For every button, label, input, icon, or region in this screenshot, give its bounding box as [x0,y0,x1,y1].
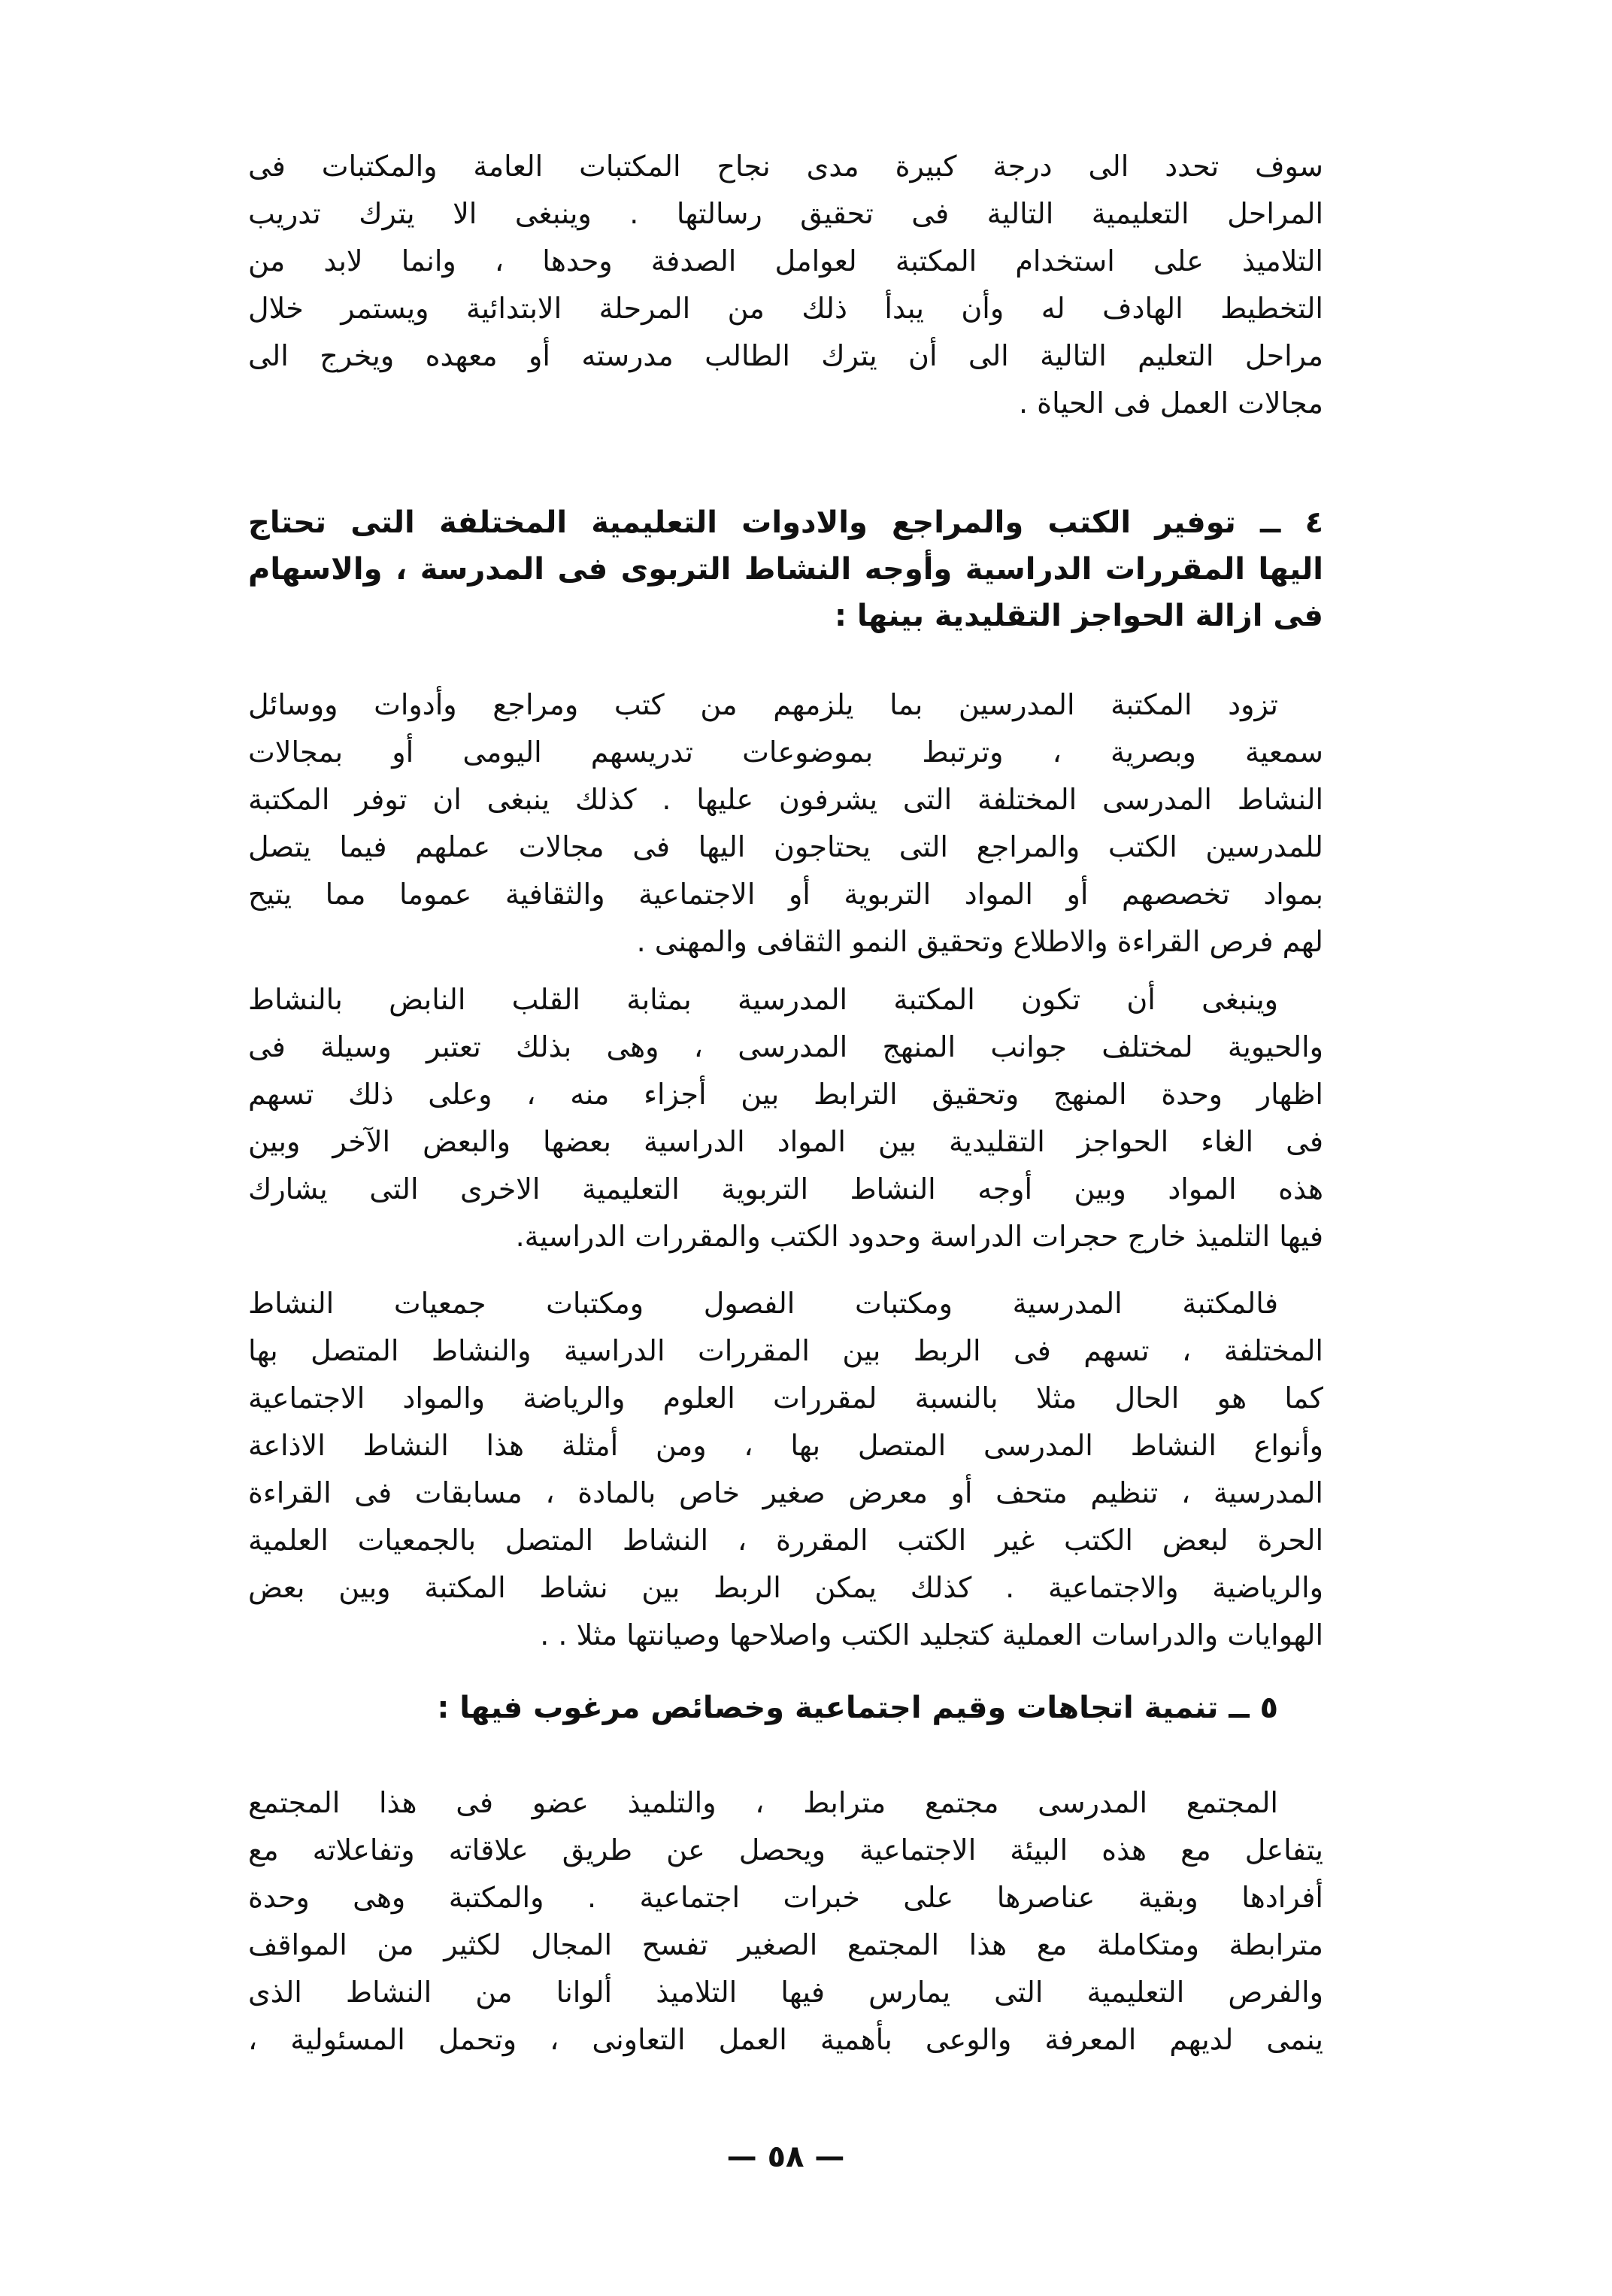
heading-line: اليها المقررات الدراسية وأوجه النشاط التربوى فى المدرسة ، والاسهام [248,552,1323,587]
section-heading-5 [248,1685,1323,1731]
paragraph-3 [248,976,1323,1260]
paragraph-1 [248,143,1323,427]
text-line: أفرادها وبقية عناصرها على خبرات اجتماعية . والمكتبة وهى وحدة [248,1881,1323,1914]
text-line: مراحل التعليم التالية الى أن يترك الطالب مدرسته أو معهده ويخرج الى [248,339,1323,372]
paragraph-4 [248,1280,1323,1659]
text-line: والرياضية والاجتماعية . كذلك يمكن الربط بين نشاط المكتبة وبين بعض [248,1571,1323,1604]
text-line: مجالات العمل فى الحياة . [1019,387,1323,420]
text-line: الحرة لبعض الكتب غير الكتب المقررة ، النشاط المتصل بالجمعيات العلمية [248,1524,1323,1557]
text-line: وأنواع النشاط المدرسى المتصل بها ، ومن أمثلة هذا النشاط الاذاعة [248,1429,1323,1462]
text-line: فيها التلميذ خارج حجرات الدراسة وحدود الكتب والمقررات الدراسية. [515,1220,1323,1253]
text-line: المراحل التعليمية التالية فى تحقيق رسالتها . وينبغى الا يترك تدريب [248,197,1323,230]
text-line: مترابطة ومتكاملة مع هذا المجتمع الصغير تفسح المجال لكثير من المواقف [248,1928,1323,1961]
text-line: المدرسية ، تنظيم متحف أو معرض صغير خاص بالمادة ، مسابقات فى القراءة [248,1476,1323,1509]
text-line: والحيوية لمختلف جوانب المنهج المدرسى ، وهى بذلك تعتبر وسيلة فى [248,1030,1323,1063]
section-heading-4 [248,499,1323,639]
text-line: للمدرسين الكتب والمراجع التى يحتاجون اليها فى مجالات عملهم فيما يتصل [248,830,1323,863]
text-line: المجتمع المدرسى مجتمع مترابط ، والتلميذ عضو فى هذا المجتمع [248,1786,1278,1819]
page-number: — ٥٨ — [726,2140,845,2174]
text-line: بمواد تخصصهم أو المواد التربوية أو الاجتماعية والثقافية عموما مما يتيح [248,878,1323,911]
paragraph-2 [248,681,1323,966]
text-line: يتفاعل مع هذه البيئة الاجتماعية ويحصل عن طريق علاقاته وتفاعلاته مع [248,1833,1323,1867]
text-line: الهوايات والدراسات العملية كتجليد الكتب واصلاحها وصيانتها مثلا . . [540,1618,1323,1651]
text-line: التلاميذ على استخدام المكتبة لعوامل الصدفة وحدها ، وانما لابد من [248,244,1323,278]
text-line: فى الغاء الحواجز التقليدية بين المواد الدراسية بعضها والبعض الآخر وبين [248,1125,1323,1158]
text-line: المختلفة ، تسهم فى الربط بين المقررات الدراسية والنشاط المتصل بها [248,1334,1323,1367]
text-line: تزود المكتبة المدرسين بما يلزمهم من كتب ومراجع وأدوات ووسائل [248,688,1278,721]
document-page [248,143,1323,2249]
heading-line: فى ازالة الحواجز التقليدية بينها : [834,599,1323,633]
text-line: هذه المواد وبين أوجه النشاط التربوية التعليمية الاخرى التى يشارك [248,1172,1323,1206]
text-line: سوف تحدد الى درجة كبيرة مدى نجاح المكتبات العامة والمكتبات فى [248,150,1323,183]
heading-line: ٥ ــ تنمية اتجاهات وقيم اجتماعية وخصائص مرغوب فيها : [437,1691,1278,1725]
text-line: كما هو الحال مثلا بالنسبة لمقررات العلوم والرياضة والمواد الاجتماعية [248,1382,1323,1415]
text-line: النشاط المدرسى المختلفة التى يشرفون عليها . كذلك ينبغى ان توفر المكتبة [248,783,1323,816]
text-line: سمعية وبصرية ، وترتبط بموضوعات تدريسهم اليومى أو بمجالات [248,736,1323,769]
text-line: وينبغى أن تكون المكتبة المدرسية بمثابة القلب النابض بالنشاط [248,983,1278,1016]
text-line: اظهار وحدة المنهج وتحقيق الترابط بين أجزاء منه ، وعلى ذلك تسهم [248,1078,1323,1111]
text-line: والفرص التعليمية التى يمارس فيها التلاميذ ألوانا من النشاط الذى [248,1976,1323,2009]
heading-line: ٤ ــ توفير الكتب والمراجع والادوات التعليمية المختلفة التى تحتاج [248,505,1323,540]
text-line: لهم فرص القراءة والاطلاع وتحقيق النمو الثقافى والمهنى . [636,925,1323,958]
text-line: ينمى لديهم المعرفة والوعى بأهمية العمل التعاونى ، وتحمل المسئولية ، [248,2023,1323,2056]
text-line: التخطيط الهادف له وأن يبدأ ذلك من المرحلة الابتدائية ويستمر خلال [248,292,1323,325]
text-line: فالمكتبة المدرسية ومكتبات الفصول ومكتبات جمعيات النشاط [248,1287,1278,1320]
paragraph-5 [248,1779,1323,2064]
